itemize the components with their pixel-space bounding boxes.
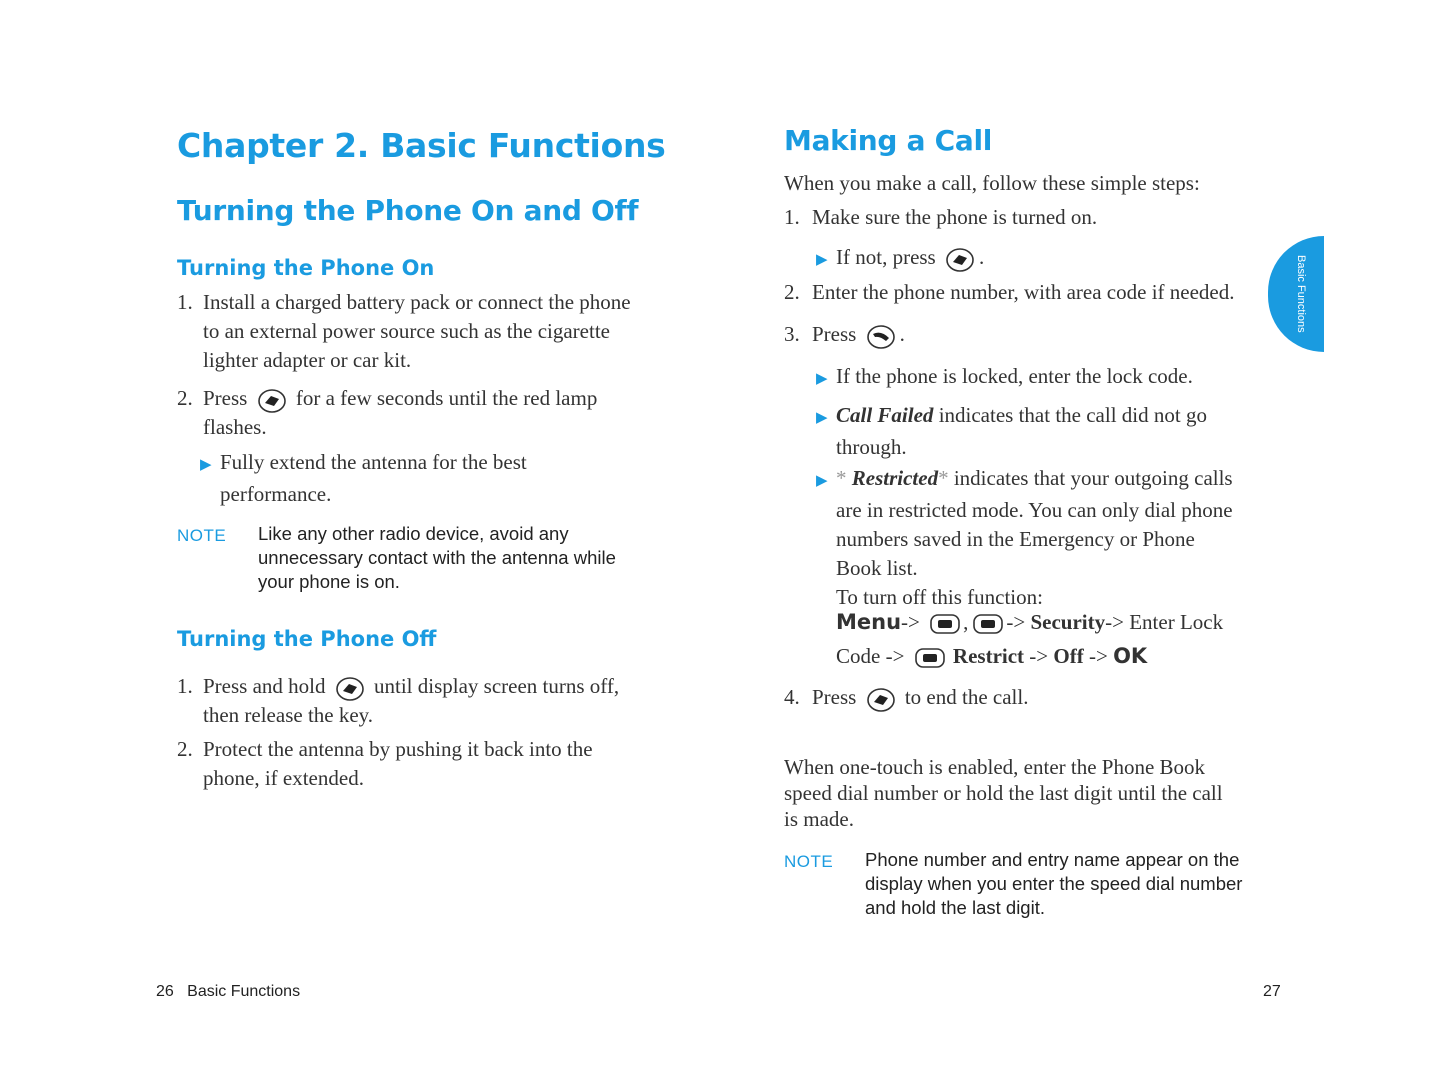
note-label: NOTE [177,526,227,545]
menu-path-line-1: Menu-> , -> Security-> Enter Lock [836,608,1256,637]
footer-left: 26 Basic Functions [156,983,301,1000]
bullet-arrow-icon: ▶ [816,473,828,489]
call-step-1-tip: ▶ If not, press . [816,243,984,275]
key-4-icon [972,612,1002,636]
heading-phone-on: Turning the Phone On [177,256,435,280]
on-tip: ▶ Fully extend the antenna for the best performance. [200,450,527,506]
tip-call-failed: ▶ Call Failed indicates that the call did not go through. [816,403,1207,459]
bullet-arrow-icon: ▶ [816,410,828,426]
note-text: Phone number and entry name appear on the display when you enter the speed dial number and hold the last digit. [865,849,1243,918]
tip-locked: ▶ If the phone is locked, enter the lock code. [816,362,1193,394]
menu-path-line-2: Code -> Restrict -> Off -> OK [836,642,1256,671]
call-step-4: 4. Press to end the call. [784,683,1254,712]
chapter-title: Chapter 2. Basic Functions [177,126,666,165]
making-call-title: Making a Call [784,124,993,157]
on-step-1: 1. Install a charged battery pack or connect the phone to an external power source such as the cigarette lighter adapter or car kit. [177,290,631,372]
end-power-key-icon [945,247,975,271]
end-power-key-icon [257,388,287,412]
off-step-2: 2. Protect the antenna by pushing it back into the phone, if extended. [177,737,593,790]
note-label: NOTE [784,852,834,871]
footer-right-page-number: 27 [1263,983,1281,1000]
key-2-icon [914,646,944,670]
tip-restricted: ▶ * Restricted* indicates that your outgoing calls are in restricted mode. You can only dial phone numbers saved in the Emergency or Phone Book list. To turn off this function: [816,466,1233,609]
end-power-key-icon [866,687,896,711]
off-step-1: 1. Press and hold until display screen turns off, then release the key. [177,674,620,727]
bullet-arrow-icon: ▶ [200,457,212,473]
one-touch-paragraph: When one-touch is enabled, enter the Phone Book speed dial number or hold the last digit until the call is made. [784,755,1223,831]
call-step-1: 1. Make sure the phone is turned on. [784,205,1098,229]
send-key-icon [866,324,896,348]
on-step-2: 2. Press for a few seconds until the red lamp flashes. [177,386,598,439]
bullet-arrow-icon: ▶ [816,252,828,268]
end-power-key-icon [335,676,365,700]
intro-text: When you make a call, follow these simple steps: [784,171,1200,195]
bullet-arrow-icon: ▶ [816,371,828,387]
section-title: Turning the Phone On and Off [177,194,639,227]
call-step-3: 3. Press . [784,320,1254,349]
note-text: Like any other radio device, avoid any unnecessary contact with the antenna while your phone is on. [258,523,616,592]
heading-phone-off: Turning the Phone Off [177,627,437,651]
chapter-side-tab-label: Basic Functions [1295,255,1307,333]
call-step-2: 2. Enter the phone number, with area code if needed. [784,280,1235,304]
key-1-icon [929,612,959,636]
